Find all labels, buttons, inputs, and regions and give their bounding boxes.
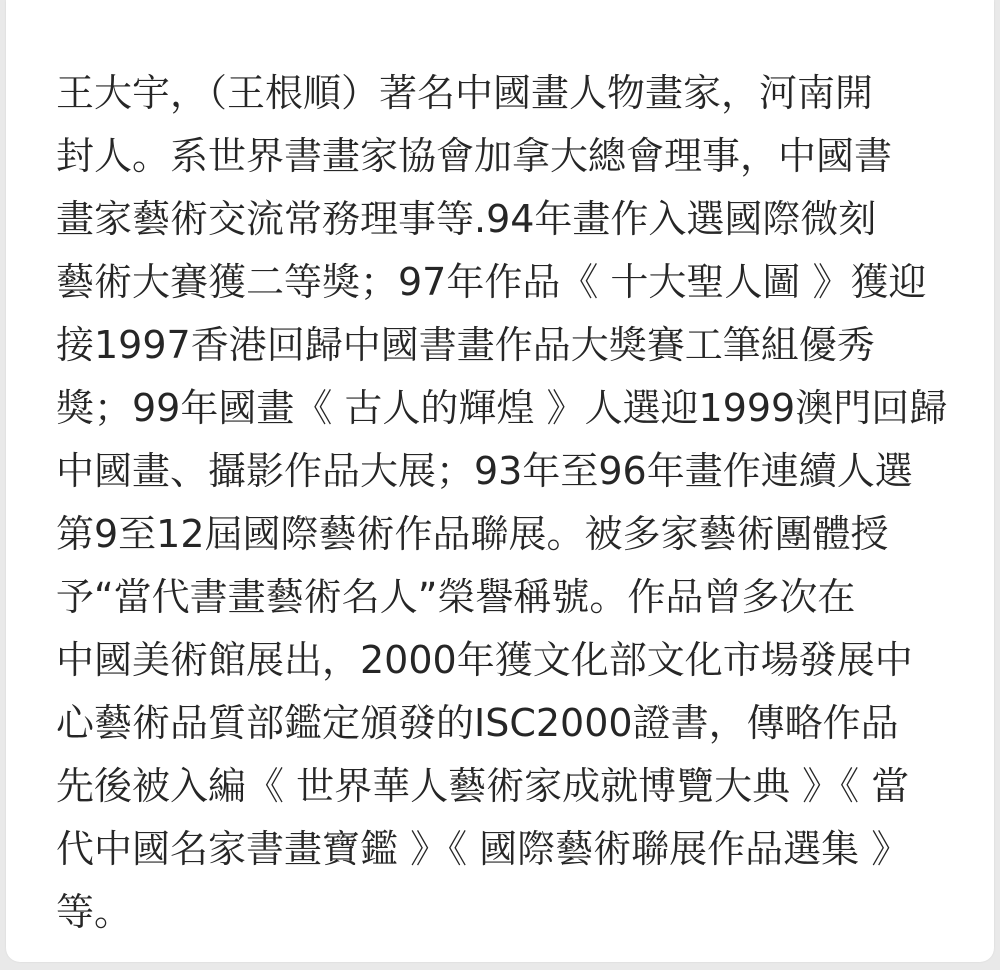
content-card	[6, 0, 994, 962]
text-line: 代中國名家書畫寶鑑 》《 國際藝術聯展作品選集 》	[56, 827, 910, 871]
text-line: 予“當代書畫藝術名人”榮譽稱號。作品曾多次在	[56, 575, 856, 619]
text-line: 中國美術館展出，2000年獲文化部文化市場發展中	[56, 638, 913, 682]
text-line: 等。	[56, 890, 133, 934]
text-line: 封人。系世界書畫家協會加拿大總會理事，中國書	[56, 134, 893, 178]
text-line: 接1997香港回歸中國書畫作品大獎賽工筆組優秀	[56, 323, 875, 367]
text-line: 畫家藝術交流常務理事等.94年畫作入選國際微刻	[56, 197, 877, 241]
text-line: 藝術大賽獲二等獎；97年作品《 十大聖人圖 》獲迎	[56, 260, 927, 304]
text-line: 第9至12屆國際藝術作品聯展。被多家藝術團體授	[56, 512, 889, 556]
text-line: 王大宇，（王根順）著名中國畫人物畫家，河南開	[56, 71, 874, 115]
article-body	[56, 62, 956, 944]
text-line: 先後被入編《 世界華人藝術家成就博覽大典 》《 當	[56, 764, 910, 808]
text-line: 獎；99年國畫《 古人的輝煌 》人選迎1999澳門回歸	[56, 386, 948, 430]
text-line: 中國畫、攝影作品大展；93年至96年畫作連續人選	[56, 449, 913, 493]
text-line: 心藝術品質部鑑定頒發的ISC2000證書，傳略作品	[56, 701, 899, 745]
